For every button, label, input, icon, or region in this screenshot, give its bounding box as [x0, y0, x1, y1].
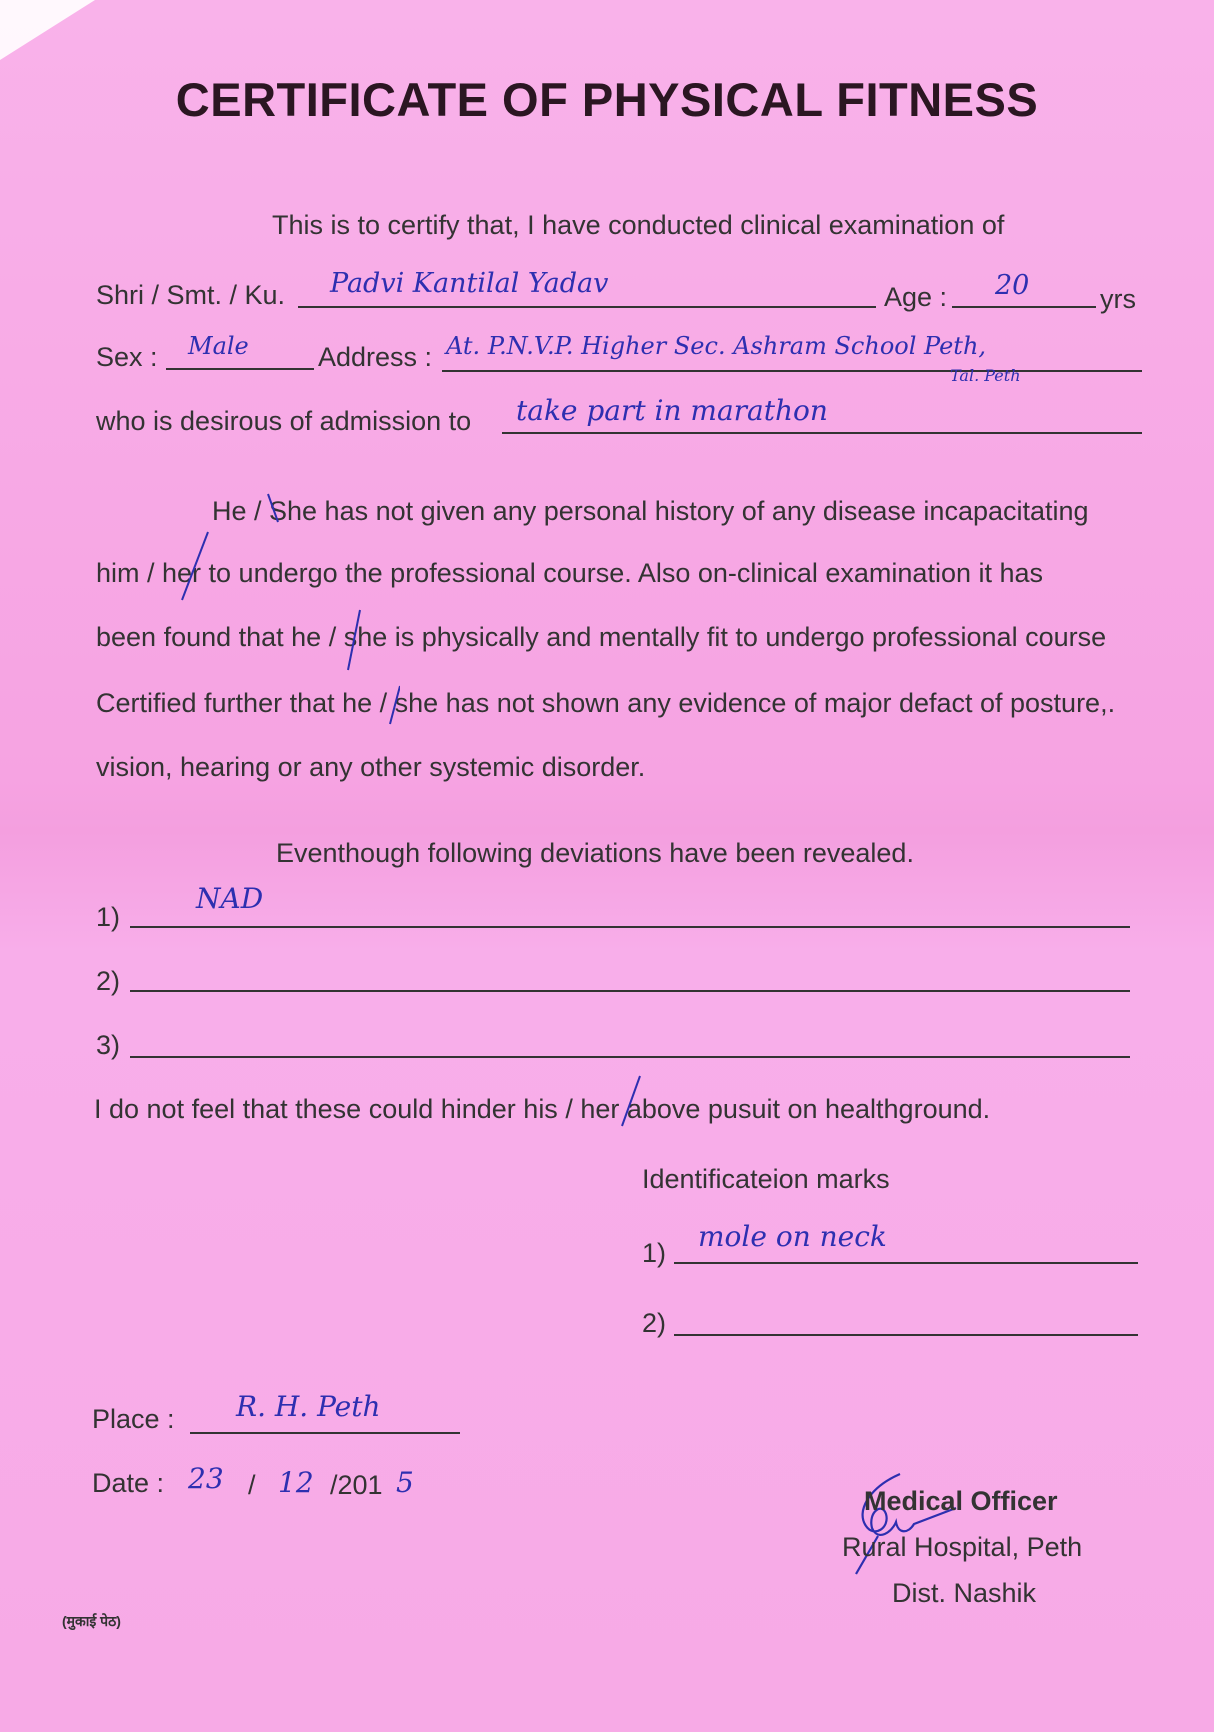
sex-label: Sex : — [96, 342, 158, 372]
place-underline — [190, 1432, 460, 1434]
officer-district: Dist. Nashik — [892, 1578, 1037, 1608]
para-line-2: him / her to undergo the professional course. Also on-clinical examination it has — [96, 558, 1044, 588]
deviation-num-1: 1) — [96, 902, 121, 932]
address-underline — [442, 370, 1142, 372]
address-value: At. P.N.V.P. Higher Sec. Ashram School Peth, — [446, 332, 987, 360]
deviation-line-1 — [130, 926, 1130, 928]
name-underline — [298, 306, 876, 308]
deviation-num-3: 3) — [96, 1030, 121, 1060]
date-label: Date : — [92, 1468, 165, 1498]
date-year-printed: /201 — [330, 1470, 383, 1500]
admission-label: who is desirous of admission to — [96, 406, 472, 436]
age-value: 20 — [995, 270, 1030, 301]
age-underline — [952, 306, 1096, 308]
para-line-4: Certified further that he / she has not shown any evidence of major defact of posture,. — [96, 688, 1116, 718]
date-year-hand: 5 — [396, 1466, 414, 1499]
sex-value: Male — [188, 332, 249, 360]
place-label: Place : — [92, 1404, 175, 1434]
id-mark-value-1: mole on neck — [698, 1220, 887, 1253]
para-line-1: He / She has not given any personal history of any disease incapacitating — [212, 496, 1089, 526]
officer-title: Medical Officer — [864, 1486, 1058, 1516]
name-value: Padvi Kantilal Yadav — [330, 268, 609, 299]
intro-text: This is to certify that, I have conducted clinical examination of — [272, 210, 1005, 240]
id-mark-num-1: 1) — [642, 1238, 667, 1268]
address-label: Address : — [318, 342, 433, 372]
address-value-2: Tal. Peth — [950, 366, 1021, 385]
id-mark-num-2: 2) — [642, 1308, 667, 1338]
deviation-num-2: 2) — [96, 966, 121, 996]
deviation-line-3 — [130, 1056, 1130, 1058]
admission-underline — [502, 432, 1142, 434]
id-mark-line-1 — [674, 1262, 1138, 1264]
deviation-line-2 — [130, 990, 1130, 992]
date-month: 12 — [278, 1466, 314, 1499]
date-sep-1: / — [248, 1470, 256, 1500]
para-line-3: been found that he / she is physically and mentally fit to undergo professional course — [96, 622, 1107, 652]
age-unit: yrs — [1100, 284, 1136, 314]
sex-underline — [166, 368, 314, 370]
para-line-5: vision, hearing or any other systemic disorder. — [96, 752, 646, 782]
name-prefix: Shri / Smt. / Ku. — [96, 280, 286, 310]
certificate-title: CERTIFICATE OF PHYSICAL FITNESS — [175, 73, 1039, 126]
id-mark-line-2 — [674, 1334, 1138, 1336]
id-marks-heading: Identificateion marks — [642, 1164, 890, 1194]
deviations-heading: Eventhough following deviations have been revealed. — [276, 838, 914, 868]
admission-value: take part in marathon — [516, 394, 828, 427]
hinder-text: I do not feel that these could hinder his / her above pusuit on healthground. — [94, 1094, 991, 1124]
date-day: 23 — [188, 1462, 224, 1495]
age-label: Age : — [884, 282, 948, 312]
her-strike-mark — [604, 1072, 664, 1132]
footer-note: (मुकाई पेठ) — [62, 1613, 121, 1629]
pronoun-strike-marks — [160, 490, 400, 740]
place-value: R. H. Peth — [236, 1390, 381, 1423]
officer-hospital: Rural Hospital, Peth — [842, 1532, 1083, 1562]
deviation-value-1: NAD — [196, 882, 264, 915]
